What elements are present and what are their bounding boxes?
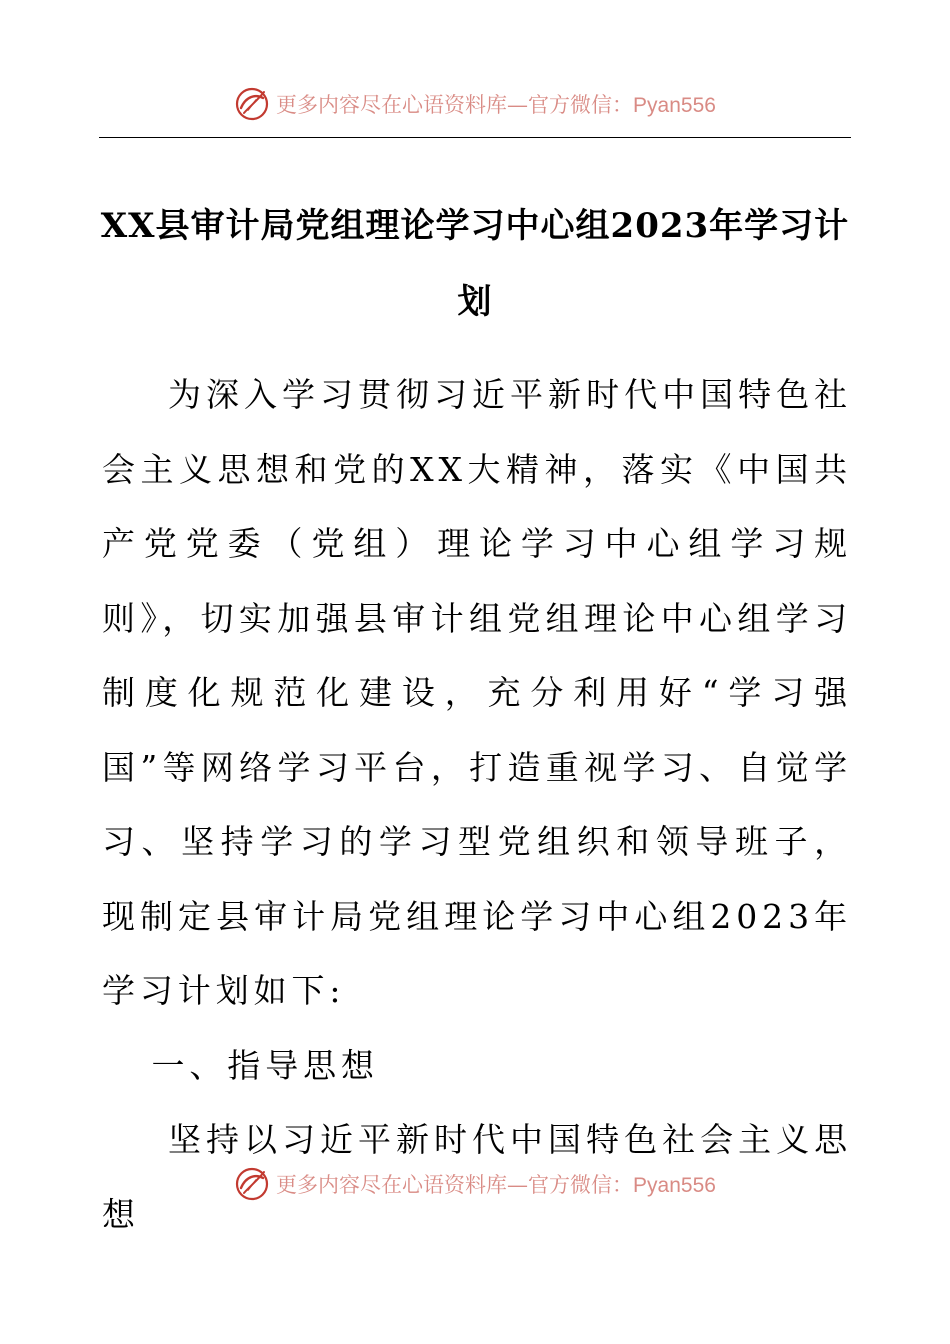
footer-watermark [0,1162,950,1206]
watermark-text: 更多内容尽在心语资料库—官方微信：Pyan556 [276,1173,716,1197]
document-body [102,358,852,1252]
watermark-wechat-id: Pyan556 [633,94,716,117]
quill-swirl-logo-icon [234,1166,270,1202]
section-heading-guiding-ideology: 一、指导思想 [151,1045,379,1085]
watermark-wechat-id: Pyan556 [633,1174,716,1197]
header-watermark [0,82,950,126]
quill-swirl-logo-icon [234,86,270,122]
watermark-text: 更多内容尽在心语资料库—官方微信：Pyan556 [276,93,716,117]
intro-paragraph: 为深入学习贯彻习近平新时代中国特色社会主义思想和党的XX大精神，落实《中国共产党党委（党组）理论学习中心组学习规则》，切实加强县审计组党组理论中心组学习制度化规范化建设，充分利用好“学习强国”等网络学习平台，打造重视学习、自觉学习、坚持学习的学习型党组织和领导班子，现制定县审计局党组理论学习中心组2023年学习计划如下: [102,375,852,1010]
header-divider [99,137,851,138]
section-paragraph: 坚持以习近平新时代中国特色社会主义思想 [102,1120,852,1234]
document-title: XX县审计局党组理论学习中心组2023年学习计划 [100,206,850,322]
